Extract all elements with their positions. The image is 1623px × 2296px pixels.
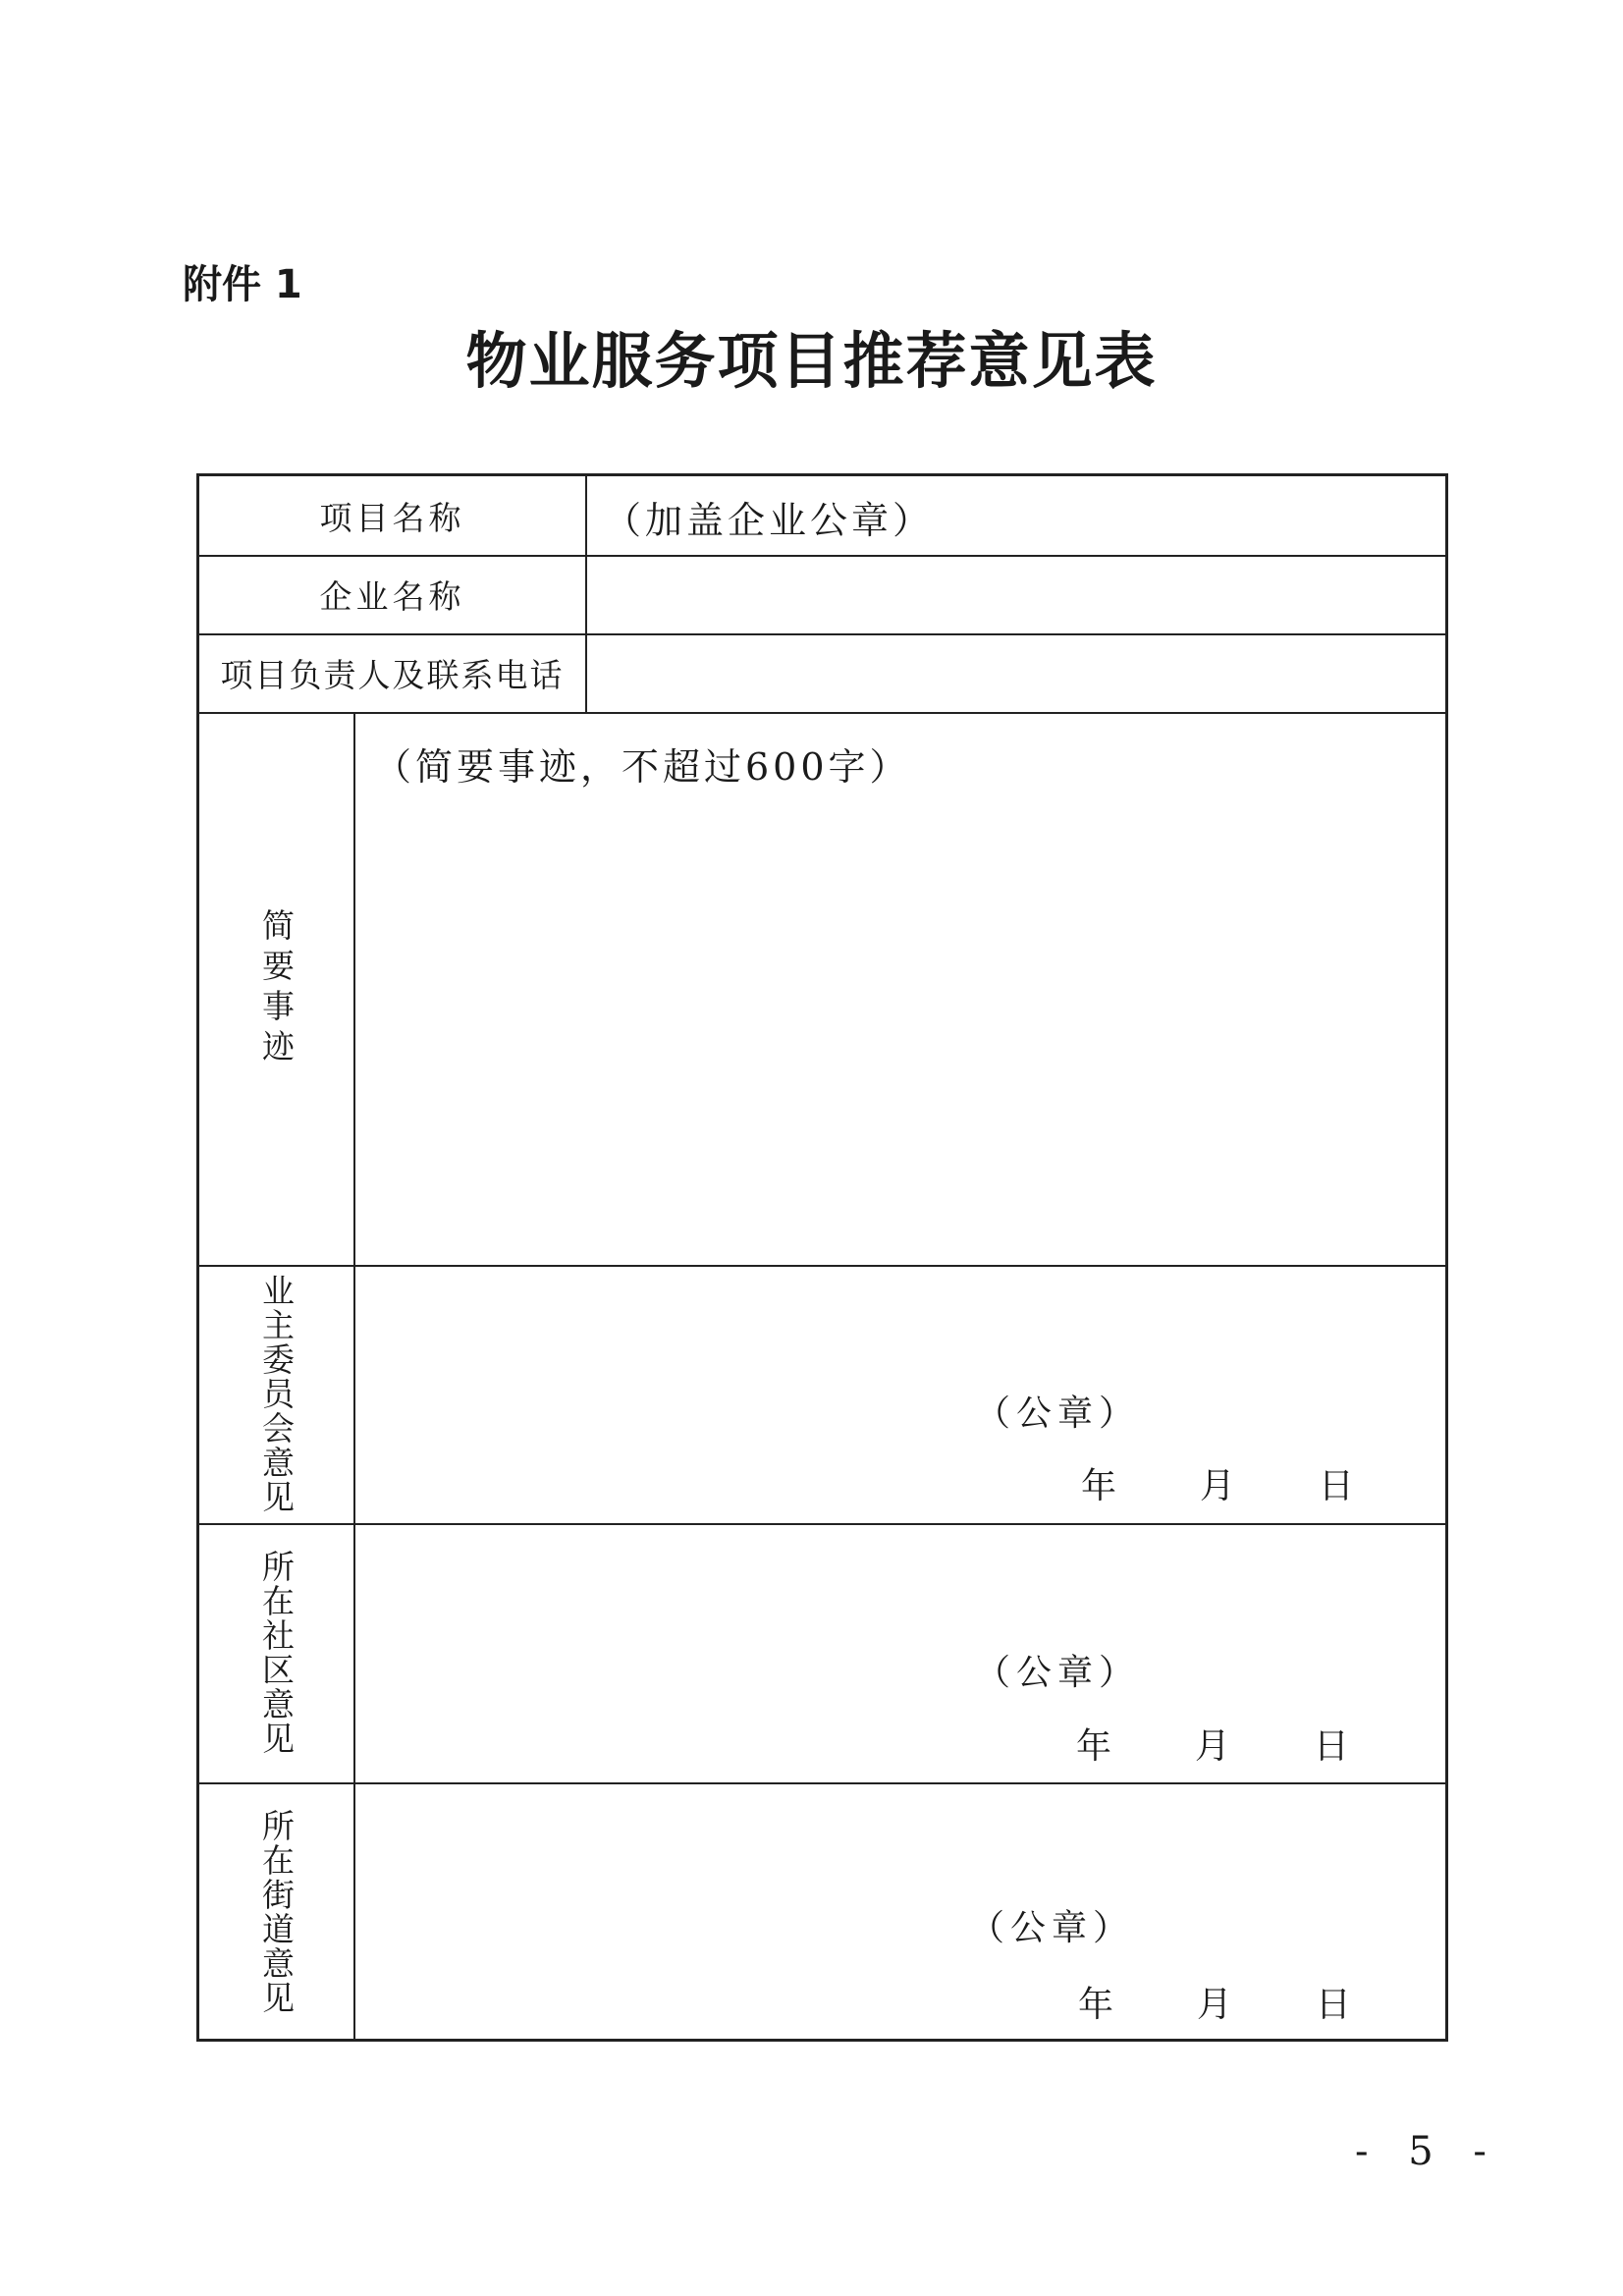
community-label: 所在社区意见 [257, 1550, 296, 1756]
owners-committee-label: 业主委员会意见 [257, 1274, 296, 1514]
street-seal: （公章） [969, 1908, 1135, 1948]
community-date [1076, 1719, 1349, 1769]
street-date [1078, 1977, 1351, 2027]
summary-hint: （简要事迹，不超过600字） [374, 745, 911, 789]
community-seal: （公章） [975, 1653, 1141, 1693]
date-year: 年 [1076, 1726, 1112, 1767]
date-year: 年 [1081, 1466, 1117, 1506]
page-title: 物业服务项目推荐意见表 [465, 325, 1158, 397]
owners-committee-date [1081, 1458, 1354, 1508]
date-month: 月 [1199, 1466, 1235, 1506]
date-day: 日 [1318, 1466, 1354, 1506]
column-divider [585, 476, 587, 712]
project-name-label: 项目名称 [319, 498, 465, 537]
street-label: 所在街道意见 [257, 1809, 296, 2015]
date-month: 月 [1196, 1985, 1232, 2025]
page-number: - 5 - [1355, 2129, 1500, 2174]
owners-committee-seal: （公章） [975, 1394, 1141, 1434]
column-divider [353, 712, 355, 2042]
date-month: 月 [1194, 1726, 1230, 1767]
company-name-label: 企业名称 [319, 576, 465, 616]
recommendation-form-table [196, 473, 1448, 2042]
row-divider [199, 1523, 1448, 1525]
row-divider [199, 1782, 1448, 1784]
row-divider [199, 712, 1448, 714]
date-year: 年 [1078, 1985, 1114, 2025]
date-day: 日 [1313, 1726, 1349, 1767]
project-name-hint: （加盖企业公章） [604, 499, 935, 542]
summary-label: 简要事迹 [257, 907, 296, 1069]
attachment-label: 附件 1 [183, 262, 302, 307]
contact-label: 项目负责人及联系电话 [220, 655, 565, 694]
date-day: 日 [1315, 1985, 1351, 2025]
row-divider [199, 1265, 1448, 1267]
